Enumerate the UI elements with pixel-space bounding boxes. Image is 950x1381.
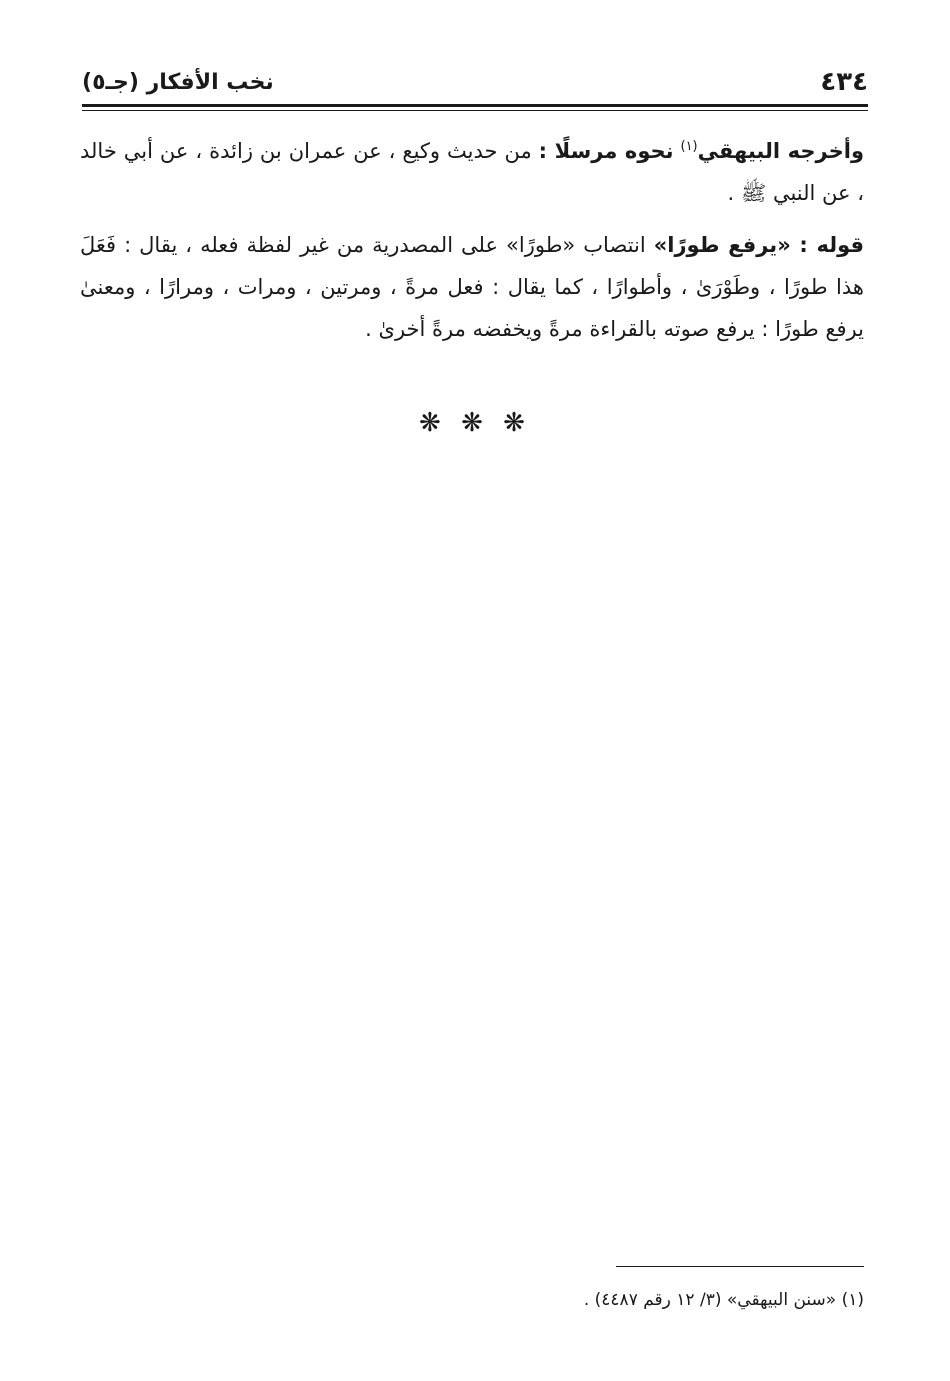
running-header [82, 66, 868, 106]
paragraph-1-text: من حديث وكيع ، عن عمران بن زائدة ، عن أبي خالد ، عن النبي ﷺ . [80, 139, 864, 205]
paragraph-1-bold-phrase: نحوه مرسلًا : [538, 139, 674, 163]
paragraph-1 [80, 130, 864, 214]
book-title: نخب الأفكار (جـ٥) [82, 70, 274, 95]
footnote-rule [616, 1266, 864, 1267]
paragraph-2-text: انتصاب «طورًا» على المصدرية من غير لفظة فعله ، يقال : فَعَلَ هذا طورًا ، وطَوْرَىٰ ، وأطوارًا ، كما يقال : فعل مرةً ، ومرتين ، ومرات ، ومرارًا ، ومعنىٰ يرفع طورًا : يرفع صوته بالقراءة مرةً ويخفضه مرةً أخرىٰ . [80, 233, 864, 341]
page-number: ٤٣٤ [820, 67, 868, 97]
footnote-reference-1: (١) [680, 139, 698, 154]
header-rule-thick [82, 104, 868, 107]
header-rule-thin [82, 110, 868, 111]
footnote-1: (١) «سنن البيهقي» (٣/ ١٢ رقم ٤٤٨٧) . [583, 1290, 864, 1310]
paragraph-2-lead: قوله : «يرفع طورًا» [653, 233, 864, 257]
body-text [80, 130, 864, 360]
section-separator: ❋ ❋ ❋ [419, 408, 531, 438]
paragraph-1-lead: وأخرجه البيهقي [697, 139, 864, 163]
paragraph-2 [80, 224, 864, 350]
